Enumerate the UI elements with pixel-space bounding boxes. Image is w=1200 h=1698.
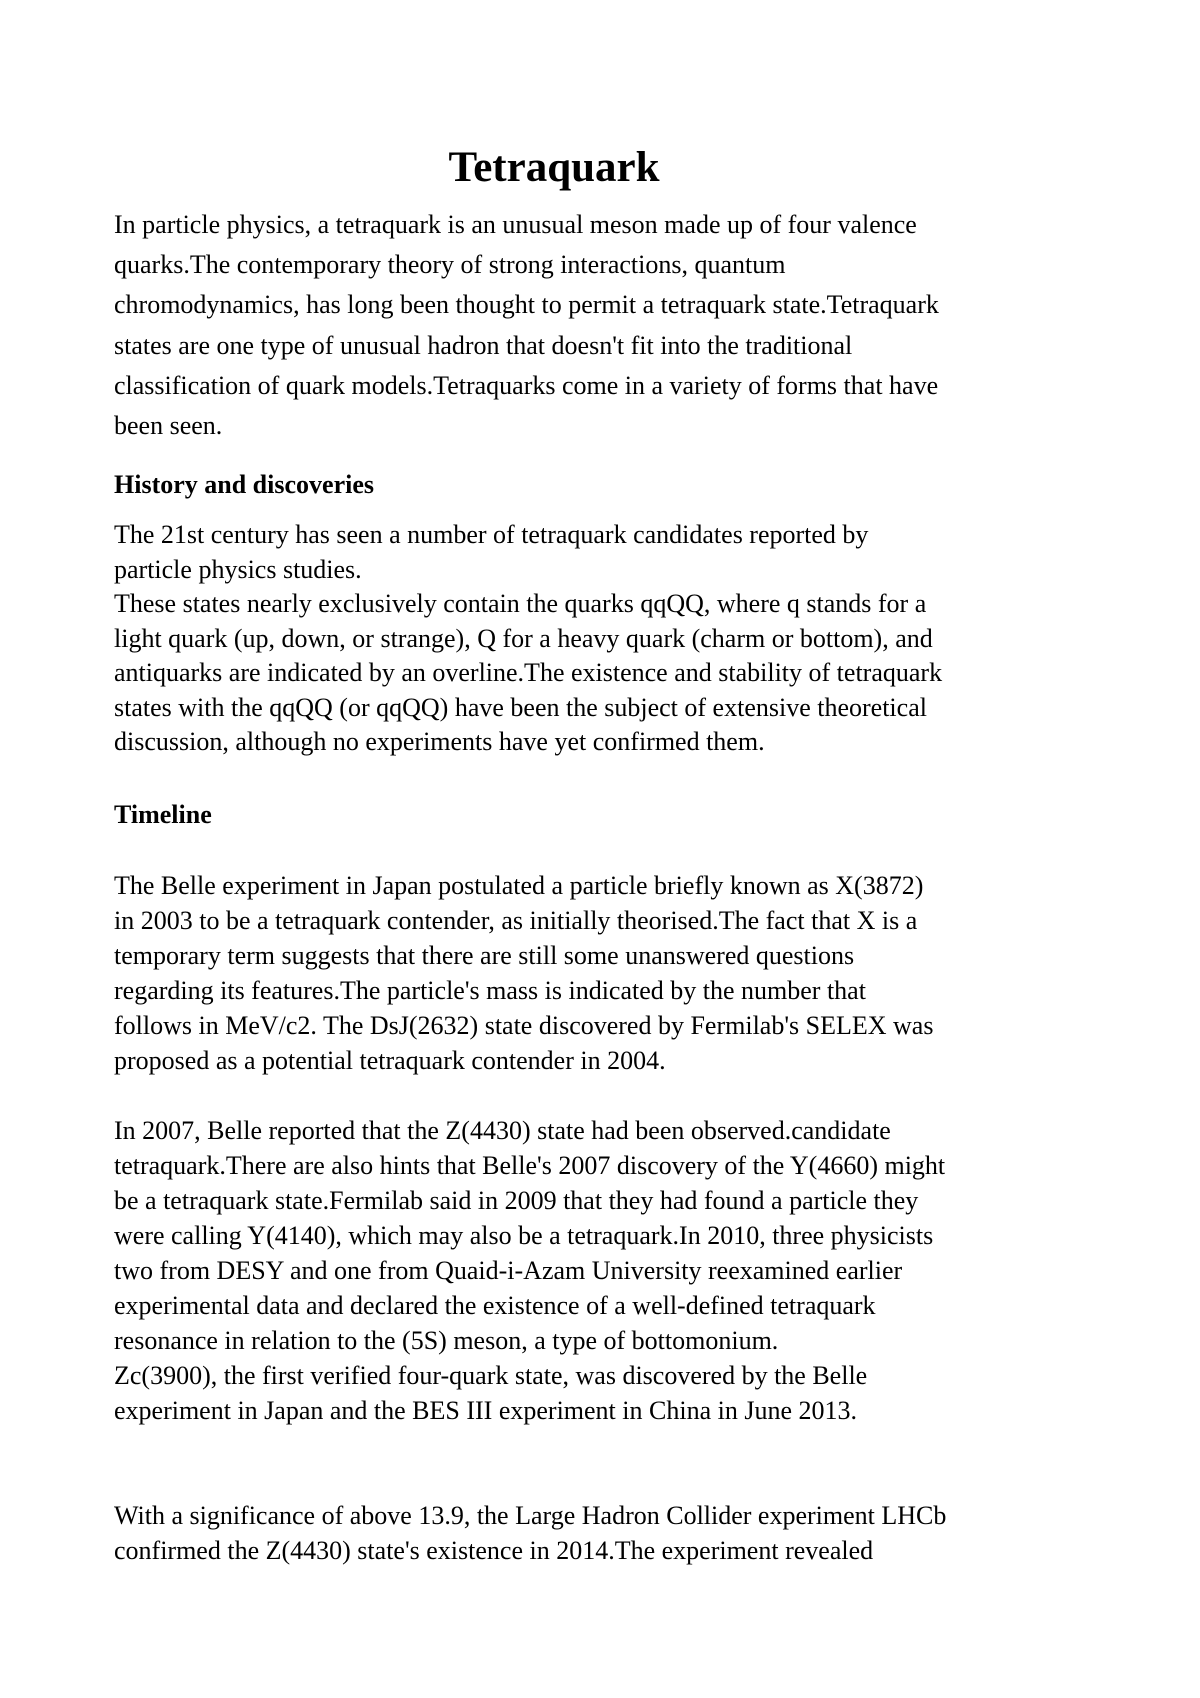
text-line: confirmed the Z(4430) state's existence in 2014.The experiment revealed — [114, 1536, 874, 1565]
text-line: In 2007, Belle reported that the Z(4430) state had been observed.candidate — [114, 1116, 891, 1145]
text-line: states with the qqQQ (or qqQQ) have been the subject of extensive theoretical — [114, 692, 927, 722]
text-line: light quark (up, down, or strange), Q for a heavy quark (charm or bottom), and — [114, 623, 933, 653]
timeline-heading: Timeline — [114, 800, 212, 829]
text-line: In particle physics, a tetraquark is an unusual meson made up of four valence — [114, 210, 917, 239]
text-line: The 21st century has seen a number of tetraquark candidates reported by — [114, 520, 869, 549]
text-line: discussion, although no experiments have yet confirmed them. — [114, 727, 765, 756]
intro-paragraph — [114, 205, 1104, 446]
text-line: be a tetraquark state.Fermilab said in 2009 that they had found a particle they — [114, 1186, 919, 1215]
text-line: regarding its features.The particle's mass is indicated by the number that — [114, 976, 866, 1005]
text-line: tetraquark.There are also hints that Belle's 2007 discovery of the Y(4660) might — [114, 1151, 946, 1180]
text-line: quarks.The contemporary theory of strong interactions, quantum — [114, 250, 786, 280]
text-line: states are one type of unusual hadron that doesn't fit into the traditional — [114, 330, 853, 360]
timeline-paragraph-1 — [114, 868, 1104, 1078]
text-line: experimental data and declared the existence of a well-defined tetraquark — [114, 1291, 876, 1320]
text-line: resonance in relation to the (5S) meson, a type of bottomonium. — [114, 1326, 779, 1355]
text-line: in 2003 to be a tetraquark contender, as initially theorised.The fact that X is a — [114, 906, 918, 935]
text-line: antiquarks are indicated by an overline.The existence and stability of tetraquark — [114, 658, 943, 687]
text-line: proposed as a potential tetraquark contender in 2004. — [114, 1046, 666, 1075]
text-line: These states nearly exclusively contain the quarks qqQQ, where q stands for a — [114, 589, 927, 618]
text-line: The Belle experiment in Japan postulated a particle briefly known as X(3872) — [114, 871, 924, 900]
timeline-paragraph-2 — [114, 1113, 1104, 1428]
text-line: particle physics studies. — [114, 554, 362, 584]
timeline-paragraph-3 — [114, 1498, 1104, 1568]
text-line: With a significance of above 13.9, the Large Hadron Collider experiment LHCb — [114, 1501, 947, 1530]
page-title: Tetraquark — [448, 144, 660, 191]
text-line: been seen. — [114, 411, 223, 441]
history-heading: History and discoveries — [114, 470, 374, 499]
text-line: two from DESY and one from Quaid-i-Azam University reexamined earlier — [114, 1256, 903, 1285]
history-paragraph-2 — [114, 587, 1104, 760]
text-line: chromodynamics, has long been thought to permit a tetraquark state.Tetraquark — [114, 290, 939, 320]
text-line: Zc(3900), the first verified four-quark state, was discovered by the Belle — [114, 1361, 868, 1390]
text-line: experiment in Japan and the BES III experiment in China in June 2013. — [114, 1396, 857, 1425]
text-line: were calling Y(4140), which may also be a tetraquark.In 2010, three physicists — [114, 1221, 934, 1250]
history-paragraph-1 — [114, 518, 1104, 587]
text-line: temporary term suggests that there are still some unanswered questions — [114, 941, 855, 970]
text-line: classification of quark models.Tetraquarks come in a variety of forms that have — [114, 370, 939, 400]
text-line: follows in MeV/c2. The DsJ(2632) state discovered by Fermilab's SELEX was — [114, 1011, 934, 1040]
